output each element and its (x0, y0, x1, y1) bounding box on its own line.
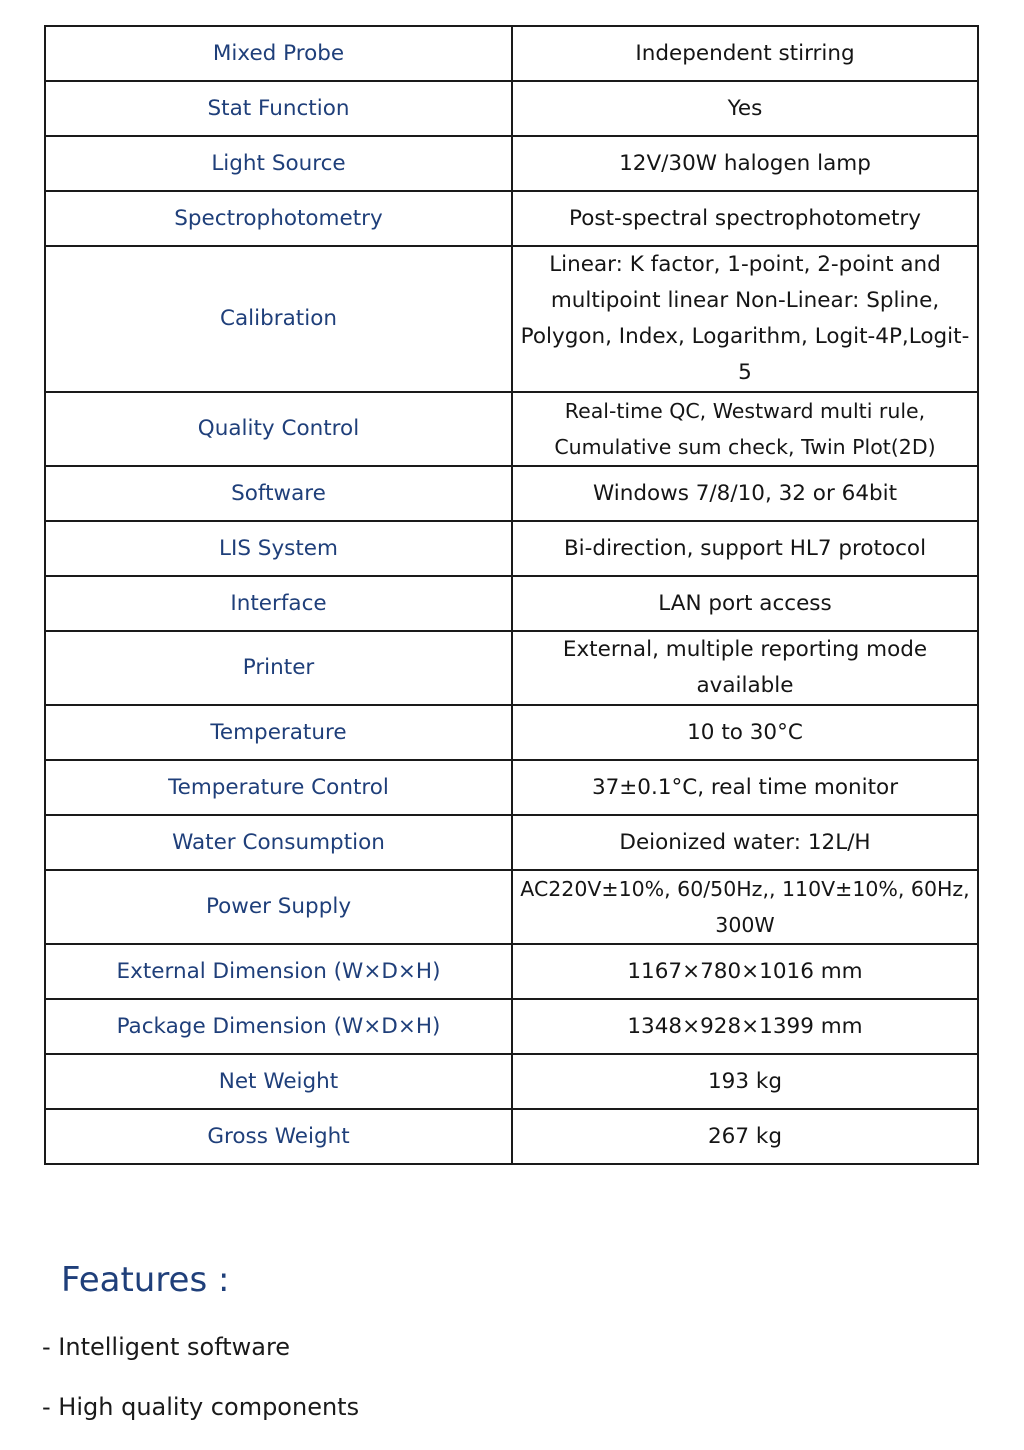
spec-value: Independent stirring (512, 26, 978, 81)
spec-label: Temperature Control (45, 760, 512, 815)
table-row (45, 815, 978, 870)
features-heading: Features : (61, 1260, 230, 1300)
spec-label: External Dimension (W×D×H) (45, 944, 512, 999)
table-row (45, 521, 978, 576)
spec-label: Package Dimension (W×D×H) (45, 999, 512, 1054)
spec-value: Deionized water: 12L/H (512, 815, 978, 870)
table-row (45, 81, 978, 136)
spec-value: LAN port access (512, 576, 978, 631)
table-row (45, 760, 978, 815)
spec-label: Interface (45, 576, 512, 631)
spec-label: Temperature (45, 705, 512, 760)
spec-label: Stat Function (45, 81, 512, 136)
spec-value: Windows 7/8/10, 32 or 64bit (512, 466, 978, 521)
table-row (45, 870, 978, 944)
table-row (45, 999, 978, 1054)
table-row (45, 191, 978, 246)
spec-value: 193 kg (512, 1054, 978, 1109)
spec-value: 12V/30W halogen lamp (512, 136, 978, 191)
feature-item: - Intelligent software (42, 1333, 291, 1361)
table-row (45, 136, 978, 191)
feature-item: - High quality components (42, 1393, 360, 1421)
spec-value: 37±0.1°C, real time monitor (512, 760, 978, 815)
spec-label: Printer (45, 631, 512, 705)
spec-label: Spectrophotometry (45, 191, 512, 246)
spec-value: Bi-direction, support HL7 protocol (512, 521, 978, 576)
spec-label: Mixed Probe (45, 26, 512, 81)
spec-label: Calibration (45, 246, 512, 392)
spec-label: Quality Control (45, 392, 512, 466)
spec-value: Linear: K factor, 1-point, 2-point and multipoint linear Non-Linear: Spline, Polygon, Index, Logarithm, Logit-4P,Logit-5 (512, 246, 978, 392)
spec-value: 1348×928×1399 mm (512, 999, 978, 1054)
spec-label: Light Source (45, 136, 512, 191)
spec-value: Yes (512, 81, 978, 136)
spec-label: Water Consumption (45, 815, 512, 870)
spec-value: 267 kg (512, 1109, 978, 1164)
table-row (45, 1054, 978, 1109)
specification-table (44, 25, 979, 1165)
spec-value: External, multiple reporting mode available (512, 631, 978, 705)
spec-value: 10 to 30°C (512, 705, 978, 760)
spec-label: Gross Weight (45, 1109, 512, 1164)
table-row (45, 631, 978, 705)
spec-label: Net Weight (45, 1054, 512, 1109)
table-row (45, 246, 978, 392)
table-row (45, 392, 978, 466)
table-row (45, 466, 978, 521)
table-row (45, 1109, 978, 1164)
spec-label: Software (45, 466, 512, 521)
spec-value: Post-spectral spectrophotometry (512, 191, 978, 246)
table-row (45, 26, 978, 81)
spec-value: AC220V±10%, 60/50Hz,, 110V±10%, 60Hz, 300W (512, 870, 978, 944)
spec-value: 1167×780×1016 mm (512, 944, 978, 999)
spec-label: LIS System (45, 521, 512, 576)
feature-list (42, 1330, 359, 1450)
spec-value: Real-time QC, Westward multi rule, Cumulative sum check, Twin Plot(2D) (512, 392, 978, 466)
table-row (45, 944, 978, 999)
table-row (45, 576, 978, 631)
spec-label: Power Supply (45, 870, 512, 944)
table-row (45, 705, 978, 760)
